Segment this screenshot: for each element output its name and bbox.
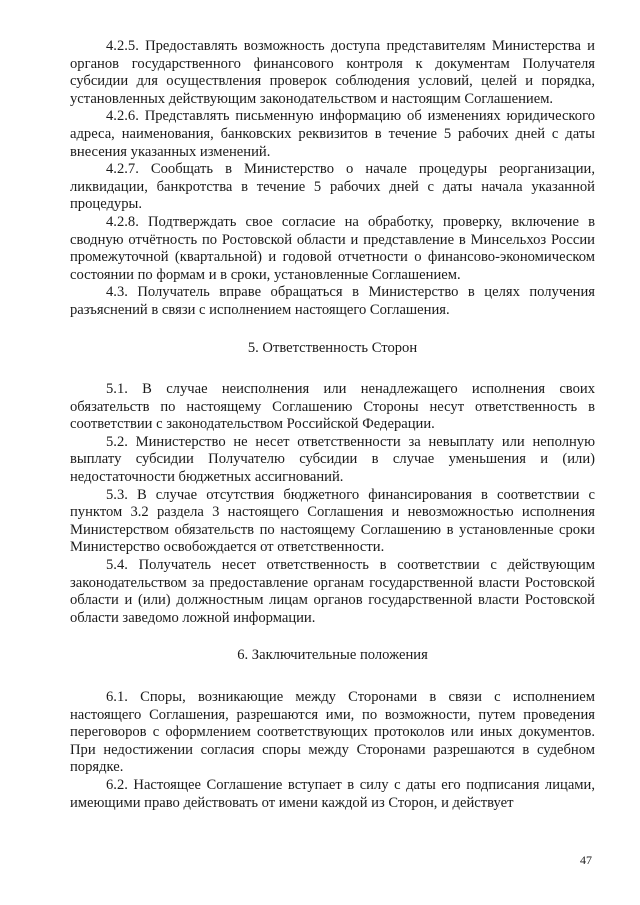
paragraph-4-3: 4.3. Получатель вправе обращаться в Министерство в целях получения разъяснений в связи с исполнением настоящего Соглашения. [70,284,595,318]
section-6-heading: 6. Заключительные положения [237,647,428,664]
paragraph-5-3: 5.3. В случае отсутствия бюджетного финансирования в соответствии с пунктом 3.2 раздела 3 настоящего Соглашения и невозможностью исполнения Министерством обязательств по настоящему Соглашению в установленные сроки Министерство освобождается от ответственности. [70,486,595,556]
paragraph-5-1: 5.1. В случае неисполнения или ненадлежащего исполнения своих обязательств по настоящему Соглашению Стороны несут ответственность в соответствии с законодательством Российской Федерации. [70,381,595,433]
paragraph-4-2-6: 4.2.6. Представлять письменную информацию об изменениях юридического адреса, наименования, банковских реквизитов в течение 5 рабочих дней с даты внесения указанных изменений. [70,108,595,160]
heading-spacer [70,665,595,689]
page-number: 47 [580,853,592,867]
heading-spacer [70,357,595,381]
section-5-heading: 5. Ответственность Сторон [247,339,418,356]
paragraph-4-2-8: 4.2.8. Подтверждать свое согласие на обработку, проверку, включение в сводную отчётность по Ростовской области и представление в Минсельхоз России промежуточной (квартальной) и годовой отчетности о финансово-экономическом состоянии по формам и в сроки, установленные Соглашением. [70,213,595,283]
paragraph-6-1: 6.1. Споры, возникающие между Сторонами в связи с исполнением настоящего Соглашения, разрешаются ими, по возможности, путем проведения переговоров с оформлением соответствующих протоколов или иных документов. При недостижении согласия споры между Сторонами разрешаются в судебном порядке. [70,689,595,776]
paragraph-6-2: 6.2. Настоящее Соглашение вступает в силу с даты его подписания лицами, имеющими право действовать от имени каждой из Сторон, и действует [70,776,595,811]
section-spacer [70,320,595,340]
paragraph-4-2-5: 4.2.5. Предоставлять возможность доступа представителям Министерства и органов государственного финансового контроля к документам Получателя субсидии для осуществления проверок соблюдения условий, целей и порядка, установленных действующим законодательством и настоящим Соглашением. [70,38,595,107]
paragraph-5-2: 5.2. Министерство не несет ответственности за невыплату или неполную выплату субсидии Получателю субсидии в случае уменьшения и (или) недостаточности бюджетных ассигнований. [70,433,595,486]
paragraph-5-4: 5.4. Получатель несет ответственность в соответствии с действующим законодательством за предоставление органам государственной власти Ростовской области и (или) должностным лицам органов государственной власти Ростовской области заведомо ложной информации. [70,557,595,626]
document-page [70,38,595,812]
paragraph-4-2-7: 4.2.7. Сообщать в Министерство о начале процедуры реорганизации, ликвидации, банкротства в течение 5 рабочих дней с даты начала указанной процедуры. [70,161,595,213]
section-spacer [70,627,595,647]
